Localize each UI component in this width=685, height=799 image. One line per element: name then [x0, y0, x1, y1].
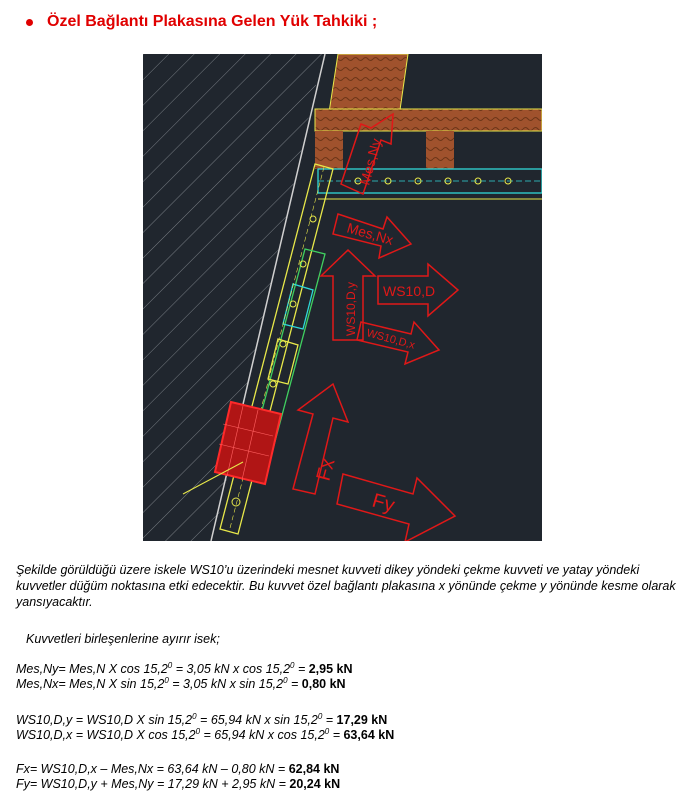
label-mes-nx: Mes,Nx	[345, 219, 396, 248]
degree-mark: 0	[317, 712, 323, 721]
label-ws-d: WS10,D	[383, 283, 436, 299]
eq-lhs: Fx= WS10,D,x – Mes,Nx = 63,64 kN – 0,80 kN =	[16, 762, 289, 776]
eq-mid: = 65,94 kN x sin 15,2	[196, 713, 318, 727]
cad-drawing	[143, 54, 542, 541]
eq-tail: =	[287, 677, 302, 691]
eq-tail: =	[329, 728, 344, 742]
timber-block-left	[315, 131, 343, 169]
label-ws-dx: WS10,D,x	[365, 327, 417, 352]
explanation-paragraph: Şekilde görüldüğü üzere iskele WS10’u üzerindeki mesnet kuvveti dikey yöndeki çekme kuvveti ve yatay yöndeki kuvvetler düğüm noktasına etki edecektir. Bu kuvvet özel bağlantı plakasına x yönünde çekme y yönünde kesme olarak yansıyacaktır.	[16, 563, 676, 609]
eq-lhs: WS10,D,x = WS10,D X cos 15,2	[16, 728, 196, 742]
degree-mark: 0	[167, 661, 173, 670]
label-ws-dy: WS10,D,y	[344, 281, 358, 336]
arrow-fy	[337, 474, 455, 541]
connection-detail-drawing	[143, 54, 542, 541]
eq-tail: =	[294, 662, 309, 676]
equation-ws-dx	[16, 728, 676, 743]
equation-fy	[16, 777, 676, 792]
eq-mid: = 3,05 kN x sin 15,2	[168, 677, 284, 691]
eq-mid: = 65,94 kN x cos 15,2	[200, 728, 325, 742]
eq-result: 0,80 kN	[301, 677, 346, 691]
eq-result: 17,29 kN	[336, 713, 388, 727]
degree-mark: 0	[195, 727, 201, 736]
eq-lhs: Mes,Nx= Mes,N X sin 15,2	[16, 677, 165, 691]
eq-result: 20,24 kN	[289, 777, 341, 791]
equation-ws-dy	[16, 713, 676, 728]
eq-lhs: Fy= WS10,D,y + Mes,Ny = 17,29 kN + 2,95 kN =	[16, 777, 290, 791]
eq-result: 62,84 kN	[288, 762, 340, 776]
eq-result: 2,95 kN	[308, 662, 353, 676]
heading-text: Özel Bağlantı Plakasına Gelen Yük Tahkiki ;	[47, 13, 378, 30]
timber-block-right	[426, 131, 454, 169]
label-fx: Fx	[312, 456, 340, 484]
equation-fx	[16, 762, 676, 777]
label-fy: Fy	[369, 489, 398, 517]
eq-mid: = 3,05 kN x cos 15,2	[172, 662, 291, 676]
eq-lhs: WS10,D,y = WS10,D X sin 15,2	[16, 713, 193, 727]
degree-mark: 0	[324, 727, 330, 736]
label-mes-ny: Mes,Ny	[356, 136, 385, 187]
timber-horizontal	[315, 109, 542, 131]
degree-mark: 0	[192, 712, 197, 721]
degree-mark: 0	[164, 676, 169, 685]
eq-tail: =	[322, 713, 337, 727]
eq-lhs: Mes,Ny= Mes,N X cos 15,2	[16, 662, 168, 676]
degree-mark: 0	[283, 676, 288, 685]
equation-mes-nx	[16, 677, 676, 692]
degree-mark: 0	[290, 661, 295, 670]
bullet-icon	[26, 19, 33, 26]
section-heading	[26, 8, 377, 36]
horizontal-member-holes	[355, 178, 511, 184]
equation-mes-ny	[16, 662, 676, 677]
decomposition-intro: Kuvvetleri birleşenlerine ayırır isek;	[26, 632, 220, 646]
eq-result: 63,64 kN	[343, 728, 395, 742]
